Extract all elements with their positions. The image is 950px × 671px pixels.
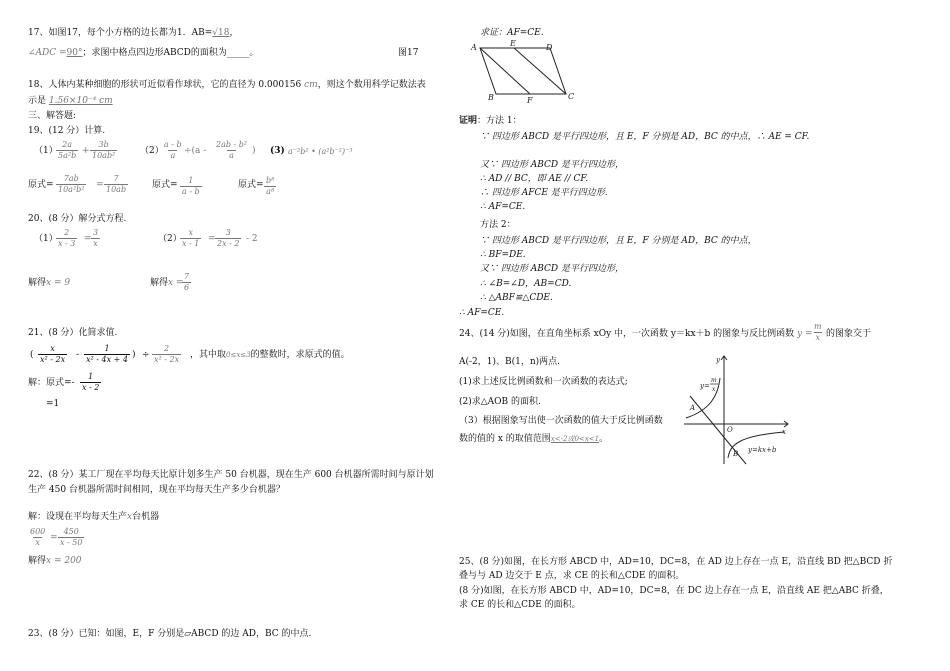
q20-p2-right: $\frac{3}{2x - 2}$ [217, 228, 240, 248]
q20-sol1: 解得x = 9 [28, 278, 71, 288]
q21-frac1: $\frac{x}{\text{x² - 2x}}$ [40, 344, 66, 364]
q22-eq-right: $\frac{450}{x - 50}$ [60, 527, 83, 547]
q22-eq-left: $\frac{600}{x}$ [30, 527, 46, 547]
q24-line1-tail: 的图象交于 [826, 329, 872, 339]
q20-sol2: 解得x = [150, 278, 184, 288]
label-x: x [782, 428, 786, 436]
q19-p1-frac1: $\frac{2a}{\text{5a²b}}$ [58, 140, 77, 160]
m2-line6: ∴ AF=CE. [459, 308, 505, 318]
label-point-b: B [733, 450, 739, 458]
q20-title: 20、(8 分）解分式方程. [28, 214, 127, 224]
q24-part3b: 数的值的 x 的取值范围x<-2或0<x<1。 [459, 434, 609, 444]
q23-line: 23、(8 分）已知：如图，E，F 分别是▱ABCD 的边 AD，BC 的中点. [28, 629, 312, 639]
label-y: y [716, 356, 720, 364]
parallelogram-figure [466, 38, 586, 104]
q25b-line2: 求 CE 的长和△CDE 的面积。 [459, 600, 581, 610]
q24-part1: (1)求上述反比例函数和一次函数的表达式; [459, 377, 628, 387]
q19-ans2-frac: $\frac{1}{a - b}$ [182, 176, 200, 196]
q22-sol-intro: 解：设现在平均每天生产x台机器 [28, 512, 160, 522]
q19-part2-label: （2） [140, 146, 164, 156]
q18-line1: 18、人体内某种细胞的形状可近似看作球状，它的直径为 0.000156 cm，则这个数用科学记数法表 [28, 80, 426, 90]
m2-line4: ∴ ∠B=∠D，AB=CD. [480, 279, 572, 289]
q21-open: ( [30, 350, 34, 360]
q20-p2-tail: - 2 [246, 234, 258, 244]
label-origin: O [727, 426, 733, 434]
q20-p2-left: $\frac{x}{x - 1}$ [182, 228, 200, 248]
q19-p2-frac1: $\frac{a - b}{a}$ [164, 140, 182, 160]
q21-title: 21、(8 分）化简求值. [28, 328, 118, 338]
proof-header: 证明：方法 1： [459, 116, 522, 126]
q21-frac2: $\frac{1}{\text{x² - 4x + 4}}$ [86, 344, 128, 364]
label-a: A [471, 43, 477, 52]
proof-method2: 方法 2： [480, 220, 516, 230]
q25b-line1: (8 分)如图，在长方形 ABCD 中，AD=10，DC=8，在 DC 边上存在一点 E，沿直线 AE 把△ABC 折叠， [459, 586, 889, 596]
q19-ans3-frac: $\frac{\text{b⁸}}{\text{a⁸}}$ [266, 176, 275, 196]
q20-p1-left: $\frac{2}{x - 3}$ [58, 228, 76, 248]
q19-ans1-frac1: $\frac{7ab}{\text{10a²b²}}$ [58, 174, 85, 194]
m2-line2: ∴ BF=DE. [480, 250, 526, 260]
q20-sol2-frac: $\frac{7}{6}$ [184, 272, 190, 292]
label-d: D [546, 43, 553, 52]
label-b: B [488, 93, 494, 102]
q19-title: 19、(12 分）计算. [28, 126, 106, 136]
q24-part2: (2)求△AOB 的面积. [459, 397, 541, 407]
m1-line4: ∴ 四边形 AFCE 是平行四边形. [480, 188, 608, 198]
q20-part2-label: （2） [158, 234, 182, 244]
m2-line1: ∵ 四边形 ABCD 是平行四边形，且 E，F 分别是 AD，BC 的中点， [480, 236, 757, 246]
q19-part3-label: (3) [270, 146, 285, 156]
label-hyperbola-num: m [711, 377, 717, 384]
q21-div: ÷ [142, 350, 150, 360]
q24-line2: A(-2，1)、B(1，n)两点. [459, 357, 561, 367]
q19-p2-end: ) [252, 146, 256, 156]
m1-line1: ∵ 四边形 ABCD 是平行四边形，且 E，F 分别是 AD，BC 的中点，∴ AE = CF. [480, 132, 810, 142]
q21-frac3: $\frac{2}{\text{x² - 2x}}$ [154, 344, 180, 364]
q19-p1-frac2: $\frac{3b}{\text{10ab²}}$ [92, 140, 116, 160]
label-point-a: A [690, 404, 696, 412]
q23-prove: 求证：AF=CE. [480, 28, 544, 38]
m2-line3: 又∵ 四边形 ABCD 是平行四边形， [480, 264, 624, 274]
q25-line2: 叠与与 AD 边交于 E 点，求 CE 的长和△CDE 的面积。 [459, 571, 685, 581]
q21-minus: - [76, 350, 80, 360]
q19-part1-label: （1） [34, 146, 58, 156]
q19-p2-mid: ÷(a - [184, 146, 207, 156]
q25-line1: 25、(8 分)如图，在长方形 ABCD 中，AD=10，DC=8，在 AD 边上存在一点 E，沿直线 BD 把△BCD 折 [459, 557, 893, 567]
m2-line5: ∴ △ABF≌△CDE. [480, 293, 553, 303]
q17-line1: 17、如图17，每个小方格的边长都为1．AB=√18， [28, 28, 239, 38]
q21-close: ) [132, 350, 136, 360]
q22-eq-sign: = [50, 533, 58, 543]
section-heading: 三、解答题: [28, 111, 77, 121]
q21-result: =1 [46, 399, 60, 409]
q20-part1-label: （1） [34, 234, 58, 244]
q22-sol: 解得x = 200 [28, 556, 82, 566]
q19-p3-expr: a⁻²b² • (a²b⁻²)⁻³ [288, 147, 353, 156]
q19-ans1-eq: = [96, 180, 104, 190]
q21-sol-label: 解：原式=- [28, 378, 75, 388]
q20-p1-right: $\frac{3}{x}$ [93, 228, 99, 248]
m1-line2: 又∵ 四边形 ABCD 是平行四边形， [480, 160, 624, 170]
q21-sol-frac: $\frac{1}{x - 2}$ [82, 372, 100, 392]
q20-p1-eq: = [84, 234, 92, 244]
q21-condition: ，其中取0≤x≤3的整数时，求原式的值。 [190, 350, 350, 360]
q24-line1: 24、(14 分)如图，在直角坐标系 xOy 中，一次函数 y＝kx＋b 的图象与反比例函数 y = [459, 329, 813, 339]
q24-frac-m-over-x: $\frac{m}{x}$ [814, 322, 822, 342]
q19-ans1-frac2: $\frac{7}{10ab}$ [106, 174, 127, 194]
m1-line5: ∴ AF=CE. [480, 202, 526, 212]
label-hyperbola-den: x [712, 386, 716, 393]
q19-ans2-label: 原式= [152, 180, 178, 190]
label-e: E [510, 39, 516, 48]
q19-ans3-label: 原式= [238, 180, 264, 190]
label-f: F [527, 96, 533, 104]
figure-17-caption: 图17 [398, 48, 419, 58]
q19-ans1-label: 原式= [28, 180, 54, 190]
q18-line2: 示是 1.56×10⁻⁴ cm [28, 96, 113, 106]
q24-part3: （3）根据图象写出使一次函数的值大于反比例函数 [459, 416, 663, 426]
coordinate-graph [680, 352, 792, 468]
label-line: y=kx+b [748, 446, 777, 454]
m1-line3: ∴ AD // BC，即 AE // CF. [480, 174, 589, 184]
label-c: C [568, 92, 575, 101]
label-hyperbola-prefix: y= [700, 382, 710, 390]
q22-line2: 生产 450 台机器所需时间相同，现在平均每天生产多少台机器？ [28, 485, 285, 495]
q20-p2-eq: = [208, 234, 216, 244]
q17-line2: ∠ADC =90°；求图中格点四边形ABCD的面积为_____。 [28, 48, 259, 58]
q19-p2-frac2: $\frac{\text{2ab - b²}}{a}$ [216, 140, 248, 160]
q19-p1-op: + [82, 146, 90, 156]
q22-line1: 22、(8 分）某工厂现在平均每天比原计划多生产 50 台机器，现在生产 600 台机器所需时间与原计划 [28, 470, 434, 480]
